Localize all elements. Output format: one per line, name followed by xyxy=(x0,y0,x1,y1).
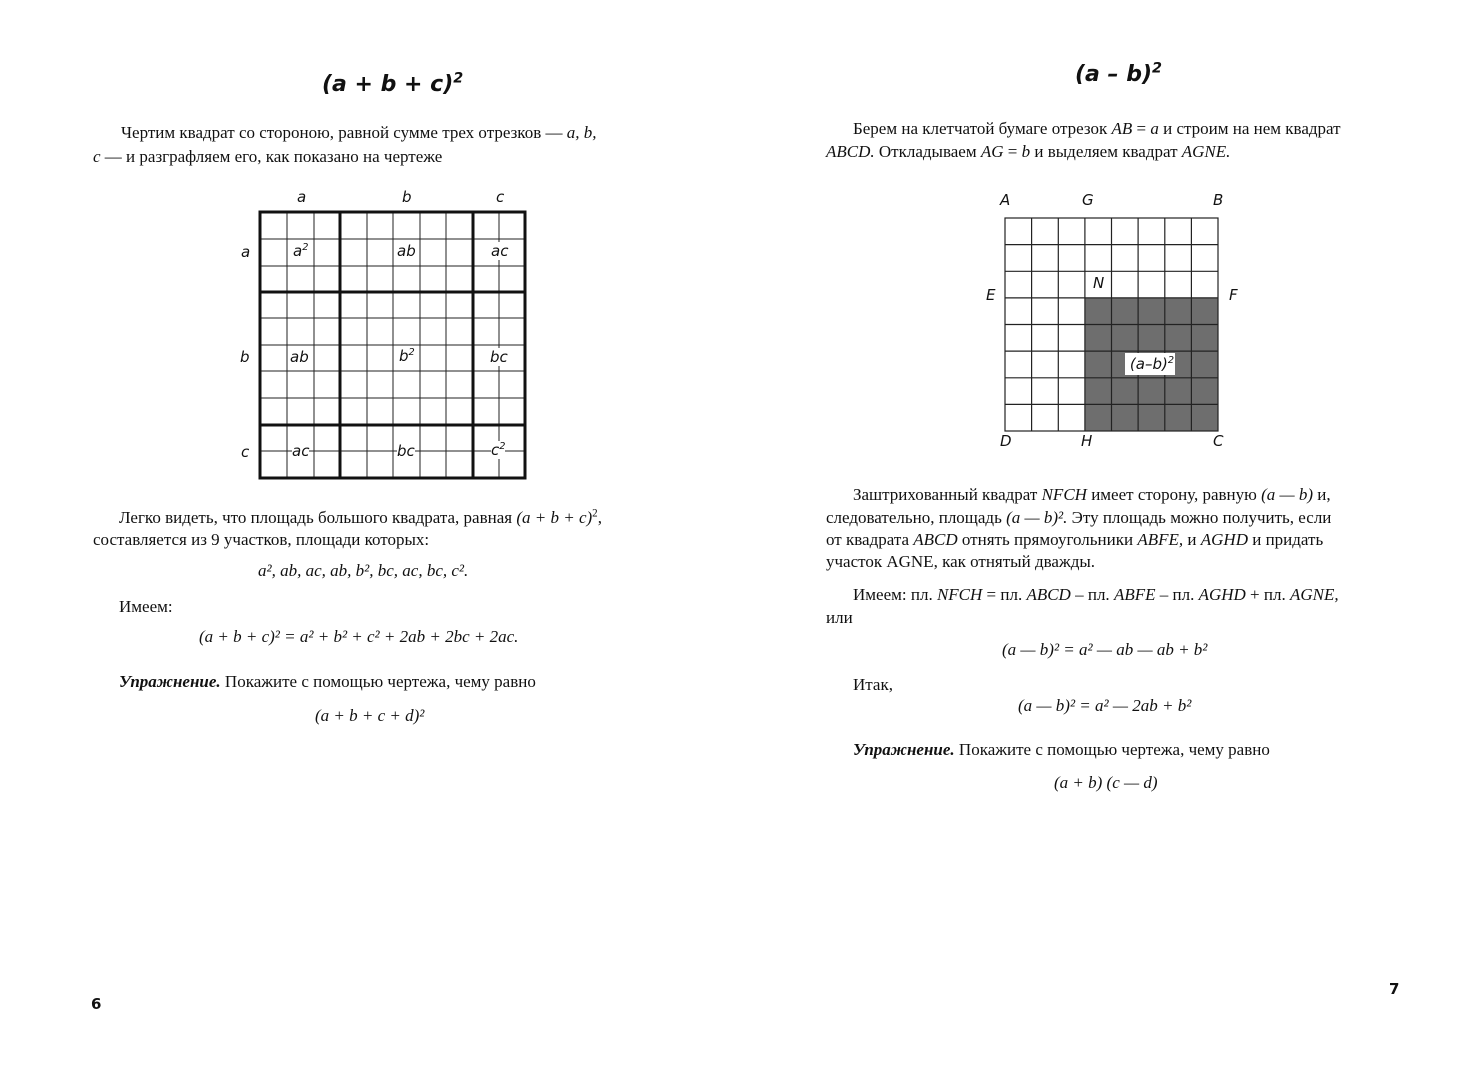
italic-run: AB xyxy=(1111,119,1133,138)
point-label-f: F xyxy=(1229,286,1238,304)
italic-run: (a — b) xyxy=(1261,485,1314,504)
italic-run: AG xyxy=(980,142,1004,161)
shaded-label-base: (a–b) xyxy=(1129,355,1168,373)
cell-label-bc-1: bc xyxy=(490,348,508,366)
cell-label-a2 xyxy=(293,242,308,260)
area-text: Легко видеть, что площадь большого квадрата, равная xyxy=(119,508,517,527)
text-run: имеет сторону, равную xyxy=(1086,485,1262,504)
identity-1: (a — b)² = a² — ab — ab + b² xyxy=(1002,640,1208,659)
italic-run: NFCH xyxy=(936,585,983,604)
col-label-c: c xyxy=(496,188,505,206)
exercise-line xyxy=(119,671,536,693)
intro-line-1 xyxy=(853,118,1341,140)
italic-run: ABFE xyxy=(1113,585,1156,604)
text-run: и xyxy=(1183,530,1201,549)
point-label-a: A xyxy=(1000,191,1011,209)
text-run: = пл. xyxy=(982,585,1027,604)
exercise-text: Покажите с помощью чертежа, чему равно xyxy=(220,672,536,691)
cell-c2-exp: 2 xyxy=(499,441,506,452)
italic-run: AGNE, xyxy=(1289,585,1339,604)
text-run: Откладываем xyxy=(874,142,981,161)
text-run: и придать xyxy=(1247,530,1324,549)
point-label-n: N xyxy=(1093,274,1105,292)
text-run: от квадрата xyxy=(826,530,914,549)
italic-run: AGHD xyxy=(1200,530,1248,549)
cell-c2-base: c xyxy=(491,441,500,459)
italic-run: ABCD xyxy=(913,530,958,549)
text-run: = xyxy=(1132,119,1151,138)
shaded-para-line-1 xyxy=(853,484,1331,506)
cell-b2-base: b xyxy=(399,347,409,365)
cell-label-ac-2: ac xyxy=(292,442,310,460)
point-label-e: E xyxy=(986,286,996,304)
area-formula-exp: 2 xyxy=(592,507,598,520)
section-title xyxy=(322,72,463,97)
cell-label-ac-1: ac xyxy=(491,242,509,260)
point-label-g: G xyxy=(1082,191,1094,209)
point-label-c: C xyxy=(1213,432,1224,450)
right-page xyxy=(741,0,1482,1080)
identity-formula: (a + b + c)² = a² + b² + c² + 2ab + 2bc + 2ac. xyxy=(199,627,519,646)
point-label-b: B xyxy=(1213,191,1224,209)
text-run: и, xyxy=(1313,485,1331,504)
italic-run: NFCH xyxy=(1041,485,1087,504)
area-line-1 xyxy=(119,507,602,529)
row-label-a: a xyxy=(241,243,251,261)
italic-run: ABCD xyxy=(1026,585,1071,604)
intro-text-2: — и разграфляем его, как показано на чертеже xyxy=(100,147,443,166)
intro-var-c: c xyxy=(93,147,101,166)
text-run: Имеем: пл. xyxy=(853,585,937,604)
italic-run: AGNE. xyxy=(1181,142,1231,161)
text-run: отнять прямоугольники xyxy=(957,530,1138,549)
text-run: = xyxy=(1003,142,1022,161)
shaded-para-line-4 xyxy=(826,551,1095,573)
area-comma: , xyxy=(597,508,602,527)
exercise-line xyxy=(853,739,1270,761)
shaded-para-line-2 xyxy=(826,507,1331,529)
itak-label: Итак, xyxy=(853,675,893,694)
italic-run: (a — b)². xyxy=(1006,508,1068,527)
title-text: (a + b + c) xyxy=(322,72,454,97)
area-formula: (a + b + c) xyxy=(516,508,593,527)
title-text: (a – b) xyxy=(1075,62,1153,87)
section-title xyxy=(1075,62,1162,87)
intro-vars: a, b, xyxy=(566,123,597,142)
cell-a2-base: a xyxy=(293,242,303,260)
text-run: – пл. xyxy=(1155,585,1199,604)
text-run: Берем на клетчатой бумаге отрезок xyxy=(853,119,1112,138)
point-label-h: H xyxy=(1081,432,1093,450)
exercise-formula: (a + b) (c — d) xyxy=(1054,773,1158,792)
intro-text: Чертим квадрат со стороною, равной сумме трех отрезков — xyxy=(121,123,567,142)
text-run: или xyxy=(826,608,853,627)
imeem-label: Имеем: xyxy=(119,597,173,616)
row-label-b: b xyxy=(240,348,250,366)
italic-run: ABCD. xyxy=(826,142,875,161)
page-number: 7 xyxy=(1389,980,1400,998)
shaded-para-line-3 xyxy=(826,529,1323,551)
exercise-text: Покажите с помощью чертежа, чему равно xyxy=(954,740,1270,759)
text-run: и выделяем квадрат xyxy=(1030,142,1182,161)
italic-run: AGHD xyxy=(1198,585,1246,604)
intro-line-2 xyxy=(826,141,1230,163)
cell-label-ab-1: ab xyxy=(397,242,416,260)
exercise-label: Упражнение. xyxy=(119,672,221,691)
identity-2: (a — b)² = a² — 2ab + b² xyxy=(1018,696,1192,715)
intro-line-1 xyxy=(121,122,596,144)
page-number: 6 xyxy=(91,995,102,1013)
shaded-square-label xyxy=(1127,353,1177,375)
cell-label-ab-2: ab xyxy=(290,348,309,366)
text-run: участок AGNE, как отнятый дважды. xyxy=(826,552,1096,571)
italic-run: ABFE, xyxy=(1137,530,1184,549)
area-eq-line-1 xyxy=(853,584,1339,606)
point-label-d: D xyxy=(1000,432,1012,450)
col-label-b: b xyxy=(402,188,412,206)
row-label-c: c xyxy=(241,443,250,461)
italic-run: a xyxy=(1150,119,1159,138)
cell-label-bc-2: bc xyxy=(397,442,415,460)
difference-square-diagram xyxy=(1000,214,1226,436)
title-exponent: 2 xyxy=(453,70,464,87)
exercise-label: Упражнение. xyxy=(853,740,955,759)
cell-label-b2 xyxy=(399,347,415,365)
cell-b2-exp: 2 xyxy=(408,347,415,358)
text-run: следовательно, площадь xyxy=(826,508,1007,527)
text-run: – пл. xyxy=(1070,585,1114,604)
italic-run: b xyxy=(1021,142,1031,161)
area-line-2: составляется из 9 участков, площади которых: xyxy=(93,530,430,549)
area-eq-line-2 xyxy=(826,607,853,629)
shaded-label-exp: 2 xyxy=(1167,355,1175,366)
text-run: Эту площадь можно получить, если xyxy=(1067,508,1332,527)
text-run: Заштрихованный квадрат xyxy=(853,485,1042,504)
col-label-a: a xyxy=(297,188,307,206)
cell-label-c2 xyxy=(491,441,505,459)
text-run: + пл. xyxy=(1245,585,1290,604)
areas-list: a², ab, ac, ab, b², bc, ac, bc, c². xyxy=(258,561,469,580)
cell-a2-exp: 2 xyxy=(302,242,309,253)
title-exponent: 2 xyxy=(1152,60,1162,77)
text-run: и строим на нем квадрат xyxy=(1158,119,1341,138)
exercise-formula: (a + b + c + d)² xyxy=(315,706,425,725)
intro-line-2 xyxy=(93,146,442,168)
square-decomposition-diagram xyxy=(228,182,538,482)
